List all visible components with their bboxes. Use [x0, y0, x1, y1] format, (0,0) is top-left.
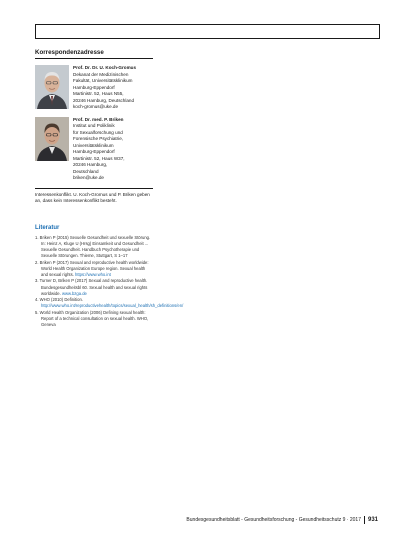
- reference-item: 1. Briken P (2015) Sexuelle Gesundheit und sexuelle Störung. In: Heinz A, Kluge U (Hrsg) Einsamkeit und Gesundheit ... Sexuelle Gesundheit. Handbuch Psychotherapie und Sexuelle Störungen. Thieme, Stuttgart, S 1–17: [35, 234, 151, 258]
- address-line: Forensische Psychiatrie,: [73, 136, 124, 142]
- author-photo: [35, 117, 69, 161]
- address-line: Dekanat der Medizinischen: [73, 71, 129, 77]
- footer-divider: [364, 516, 365, 524]
- reference-link[interactable]: http://www.who.int/reproductivehealth/topics/sexual_health/sh_definitions/en/: [41, 303, 184, 309]
- author-block: [35, 65, 153, 111]
- author-address: [73, 117, 125, 182]
- address-line: für Sexualforschung und: [73, 129, 123, 135]
- reference-list: [35, 234, 184, 329]
- address-line: Institut und Poliklinik: [73, 123, 115, 129]
- correspondence-heading: Korrespondenzadresse: [35, 49, 153, 59]
- author-email-link[interactable]: koch-gromus@uke.de: [73, 104, 119, 110]
- conflict-of-interest: Interessenkonflikt. U. Koch-Gromus und P. Briken geben an, dass kein Interessenkonflikt besteht.: [35, 188, 153, 205]
- author-address: [73, 65, 136, 111]
- reference-item: 4. WHO (2010) Definition. http://www.who.int/reproductivehealth/topics/sexual_health/sh_definitions/en/: [35, 297, 184, 309]
- address-line: 20246 Hamburg, Deutschland: [73, 97, 135, 103]
- address-line: Hamburg-Eppendorf: [73, 84, 115, 90]
- author-email-link[interactable]: briken@uke.de: [73, 175, 104, 181]
- reference-link[interactable]: https://www.who.int: [75, 271, 111, 277]
- author-photo: [35, 65, 69, 109]
- address-line: Martinistr. 52, Haus N55,: [73, 91, 124, 97]
- reference-link[interactable]: www.bzga.de: [61, 290, 87, 296]
- reference-item: 3. Turner D, Briken P (2017) Sexual and reproductive health. Bundesgesundheitsbl 60. Sexual health and sexual rights worldwide. www.bzga.de: [35, 278, 148, 296]
- journal-citation: Bundesgesundheitsblatt - Gesundheitsforschung - Gesundheitsschutz 9 · 2017: [186, 517, 361, 523]
- address-line: Universitätsklinikum: [73, 142, 114, 148]
- page-number: 931: [367, 517, 378, 523]
- address-line: Deutschland: [73, 168, 99, 174]
- address-line: Martinistr. 52, Haus W37,: [73, 155, 125, 161]
- address-line: Fakultät, Universitätsklinikum: [73, 78, 133, 84]
- left-column: [35, 49, 184, 329]
- header-frame: [35, 24, 380, 39]
- address-line: Hamburg-Eppendorf: [73, 149, 115, 155]
- page-footer: [186, 516, 378, 524]
- author-block: [35, 117, 153, 182]
- author-name: Prof. Dr. med. P. Briken: [73, 116, 124, 122]
- address-line: 20246 Hamburg,: [73, 162, 108, 168]
- literature-heading: Literatur: [35, 224, 60, 231]
- reference-item: 2. Briken P (2017) Sexual and reproductive health worldwide: World Health Organization Europe region. Sexual health and sexual rights. https://www.who.int: [35, 259, 149, 277]
- author-name: Prof. Dr. Dr. U. Koch-Gromus: [73, 65, 137, 70]
- reference-item: 5. World Health Organization (2006) Defining sexual health: Report of a technical consultation on sexual health. WHO, Geneva: [35, 310, 149, 328]
